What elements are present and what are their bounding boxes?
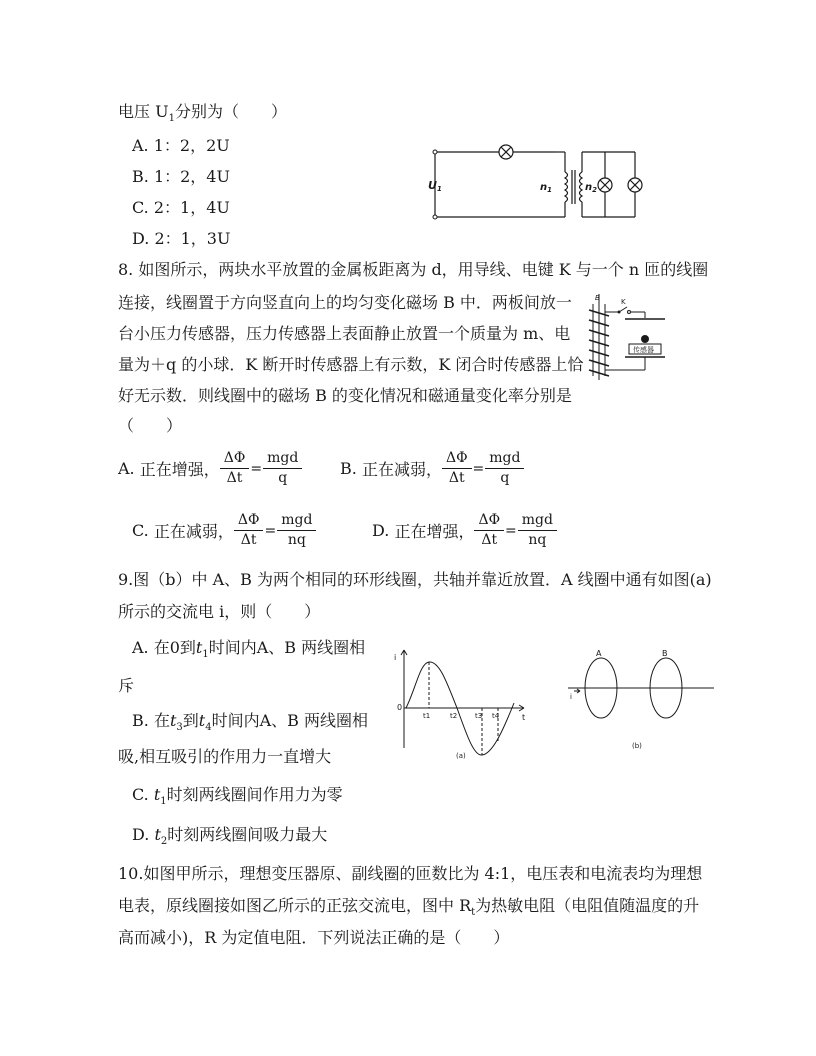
ring-coils-figure xyxy=(566,650,716,750)
q9-option-b: B. 在$t_3$到$t_4$时间内A、B 两线圈相 xyxy=(132,711,368,734)
q9-option-a-cont: 斥 xyxy=(118,676,135,695)
q9-option-a: A. 在0到$t_1$时间内A、B 两线圈相 xyxy=(132,638,366,661)
i-axis-label: i xyxy=(394,653,397,662)
fraction: $\frac{\Delta\Phi}{\Delta t}$ xyxy=(474,512,504,549)
q8-line-6: （ ） xyxy=(118,416,183,435)
caption-b: (b) xyxy=(632,742,642,750)
k-label: K xyxy=(621,298,626,306)
q8-line-1: 8. 如图所示，两块水平放置的金属板距离为 d，用导线、电键 K 与一个 n 匝的线圈 xyxy=(118,260,709,279)
origin-label: 0 xyxy=(397,703,403,712)
q8-line-4: 量为＋q 的小球．K 断开时传感器上有示数，K 闭合时传感器上恰 xyxy=(118,355,584,374)
sensor-label: 传感器 xyxy=(633,346,654,354)
fraction: $\frac{\text{mgd}}{nq}$ xyxy=(277,512,316,549)
q9-line-1: 9.图（b）中 A、B 为两个相同的环形线圈，共轴并靠近放置．A 线圈中通有如图(a) xyxy=(118,570,712,589)
q9-option-d: D. $t_2$时刻两线圈间吸力最大 xyxy=(132,825,328,848)
fraction: $\frac{\Delta\Phi}{\Delta t}$ xyxy=(442,450,472,487)
tick-t2: t2 xyxy=(450,712,458,720)
q8-option-c: C. 正在减弱， $\frac{\Delta\Phi}{\Delta t}$ = $\frac{\text{mgd}}{nq}$ xyxy=(132,512,316,549)
q10-line-1: 10.如图甲所示，理想变压器原、副线圈的匝数比为 4:1，电压表和电流表均为理想 xyxy=(118,864,703,883)
q8-option-a: A. 正在增强， $\frac{\Delta\Phi}{\Delta t}$ = $\frac{\text{mgd}}{q}$ xyxy=(118,450,302,487)
tick-t1: t1 xyxy=(423,712,431,720)
q8-line-5: 好无示数．则线圈中的磁场 B 的变化情况和磁通量变化率分别是 xyxy=(118,386,572,405)
fraction: $\frac{\text{mgd}}{q}$ xyxy=(485,450,524,487)
q9-option-b-cont: 吸,相互吸引的作用力一直增大 xyxy=(118,747,332,766)
q8-option-d: D. 正在增强， $\frac{\Delta\Phi}{\Delta t}$ = $\frac{\text{mgd}}{nq}$ xyxy=(372,512,557,549)
fraction: $\frac{\Delta\Phi}{\Delta t}$ xyxy=(220,450,250,487)
n1-label: $n_1$ xyxy=(540,182,552,194)
q8-option-b: B. 正在减弱， $\frac{\Delta\Phi}{\Delta t}$ = $\frac{\text{mgd}}{q}$ xyxy=(340,450,524,487)
q7-option-d: D. 2：1，3U xyxy=(132,229,231,248)
fraction: $\frac{\text{mgd}}{q}$ xyxy=(263,450,302,487)
b-label: B xyxy=(595,294,600,302)
tick-t3: t3 xyxy=(475,712,483,720)
q8-line-2: 连接，线圈置于方向竖直向上的均匀变化磁场 B 中．两板间放一 xyxy=(118,293,572,312)
coil-a-label: A xyxy=(596,649,602,658)
n2-label: $n_2$ xyxy=(585,182,597,194)
fraction: $\frac{\text{mgd}}{nq}$ xyxy=(518,512,557,549)
caption-a: (a) xyxy=(456,752,466,760)
q7-option-c: C. 2：1，4U xyxy=(132,198,230,217)
fraction: $\frac{\Delta\Phi}{\Delta t}$ xyxy=(234,512,264,549)
q7-option-b: B. 1：2，4U xyxy=(132,167,230,186)
q9-option-c: C. $t_1$时刻两线圈间作用力为零 xyxy=(132,785,343,808)
q10-line-3: 高而减小)，R 为定值电阻．下列说法正确的是（ ） xyxy=(118,928,510,947)
q8-line-3: 台小压力传感器，压力传感器上表面静止放置一个质量为 m、电 xyxy=(118,324,571,343)
tick-t4: t4 xyxy=(492,712,500,720)
q9-line-2: 所示的交流电 i，则（ ） xyxy=(118,602,321,621)
coil-b-label: B xyxy=(662,649,668,658)
coil-plates-figure xyxy=(585,292,670,382)
u1-label: U1 xyxy=(428,179,442,193)
transformer-circuit-figure xyxy=(425,142,655,222)
t-axis-label: t xyxy=(522,713,526,722)
q7-stem: 电压 $U_1$分别为（ ） xyxy=(118,102,287,125)
q10-line-2: 电表，原线圈接如图乙所示的正弦交流电，图中 $R_t$为热敏电阻（电阻值随温度的升 xyxy=(118,896,700,919)
q7-option-a: A. 1：2，2U xyxy=(132,136,230,155)
current-label: i xyxy=(570,693,572,701)
current-sine-graph xyxy=(372,648,532,763)
